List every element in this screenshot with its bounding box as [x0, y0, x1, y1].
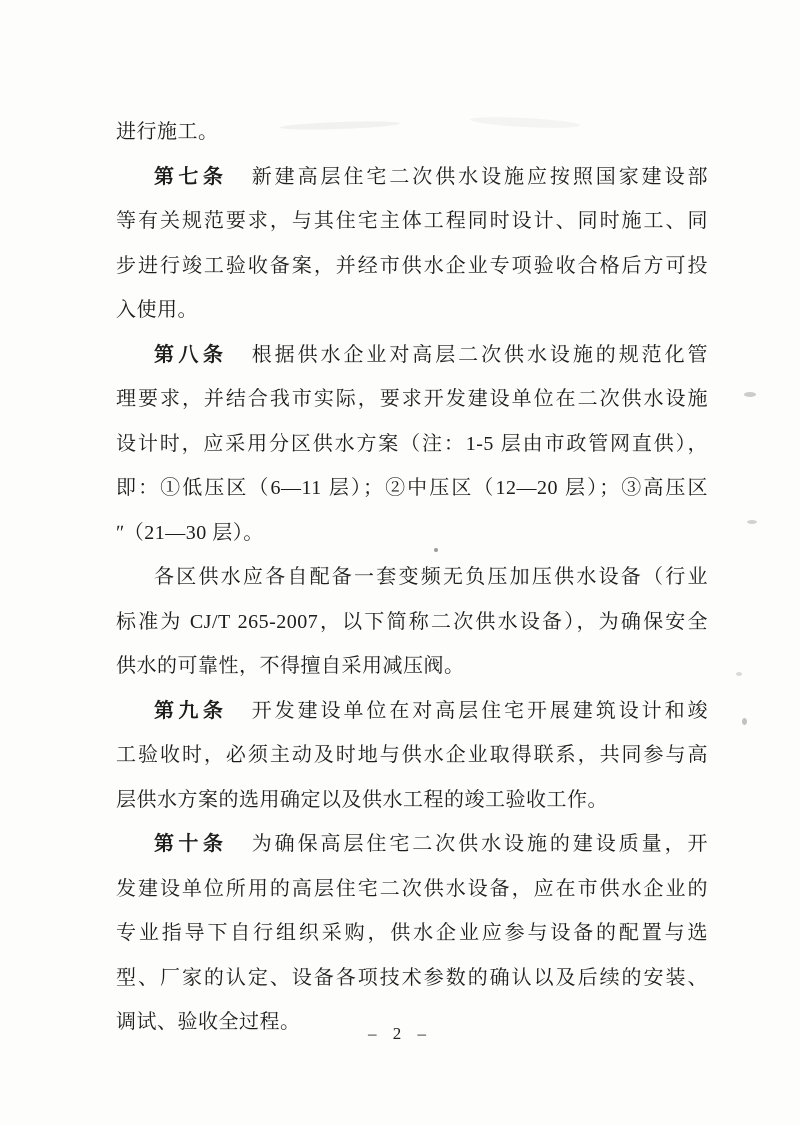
document-line — [116, 644, 708, 689]
scan-artifact — [744, 392, 756, 397]
article-number-label: 第九条 — [154, 699, 228, 722]
line-text: 步进行竣工验收备案，并经市供水企业专项验收合格后方可投 — [116, 254, 708, 277]
document-line — [116, 689, 708, 734]
document-line — [116, 199, 708, 244]
line-text: 等有关规范要求，与其住宅主体工程同时设计、同时施工、同 — [116, 210, 708, 232]
document-line — [116, 377, 708, 422]
page-number: – 2 – — [368, 1024, 432, 1043]
document-line — [116, 155, 708, 200]
document-line — [116, 555, 708, 600]
document-line — [116, 333, 708, 378]
line-text: 为确保高层住宅二次供水设施的建设质量，开 — [249, 833, 709, 855]
line-text: 调试、验收全过程。 — [116, 1011, 301, 1033]
line-text: 发建设单位所用的高层住宅二次供水设备，应在市供水企业的 — [116, 877, 708, 900]
document-line — [116, 422, 708, 467]
article-number-label: 第十条 — [154, 833, 228, 855]
line-text: 设计时，应采用分区供水方案（注：1-5 层由市政管网直供）， — [116, 432, 708, 455]
line-text: 新建高层住宅二次供水设施应按照国家建设部 — [249, 165, 709, 188]
document-line — [116, 466, 708, 511]
line-text: 标准为 CJ/T 265-2007，以下简称二次供水设备），为确保安全 — [116, 610, 708, 633]
document-line — [116, 778, 708, 823]
document-line — [116, 600, 708, 645]
document-line — [116, 822, 708, 867]
line-text: 型、厂家的认定、设备各项技术参数的确认以及后续的安装、 — [116, 966, 708, 989]
line-text: ʺ（21—30 层）。 — [116, 521, 264, 544]
document-line — [116, 511, 708, 556]
line-text: 层供水方案的选用确定以及供水工程的竣工验收工作。 — [116, 788, 608, 811]
document-line — [116, 288, 708, 333]
document-body — [116, 110, 708, 1045]
line-text: 工验收时，必须主动及时地与供水企业取得联系，共同参与高 — [116, 744, 708, 766]
line-text: 专业指导下自行组织采购，供水企业应参与设备的配置与选 — [116, 922, 708, 944]
line-text: 根据供水企业对高层二次供水设施的规范化管 — [249, 343, 709, 366]
document-line — [116, 244, 708, 289]
scan-artifact — [742, 718, 747, 725]
document-line — [116, 867, 708, 912]
line-text: 入使用。 — [116, 299, 198, 321]
line-text: 各区供水应各自配备一套变频无负压加压供水设备（行业 — [154, 566, 708, 588]
line-text: 供水的可靠性，不得擅自采用减压阀。 — [116, 655, 465, 677]
scan-artifact — [736, 672, 742, 676]
document-line — [116, 733, 708, 778]
scan-artifact — [747, 520, 757, 524]
line-text: 开发建设单位在对高层住宅开展建筑设计和竣 — [249, 699, 709, 722]
document-line — [116, 911, 708, 956]
line-text: 进行施工。 — [116, 121, 219, 143]
article-number-label: 第八条 — [154, 343, 228, 366]
line-text: 理要求，并结合我市实际，要求开发建设单位在二次供水设施 — [116, 388, 708, 410]
line-text: 即：①低压区（6—11 层）；②中压区（12—20 层）；③高压区 — [116, 477, 708, 499]
document-line — [116, 110, 708, 155]
article-number-label: 第七条 — [154, 165, 228, 188]
document-line — [116, 956, 708, 1001]
